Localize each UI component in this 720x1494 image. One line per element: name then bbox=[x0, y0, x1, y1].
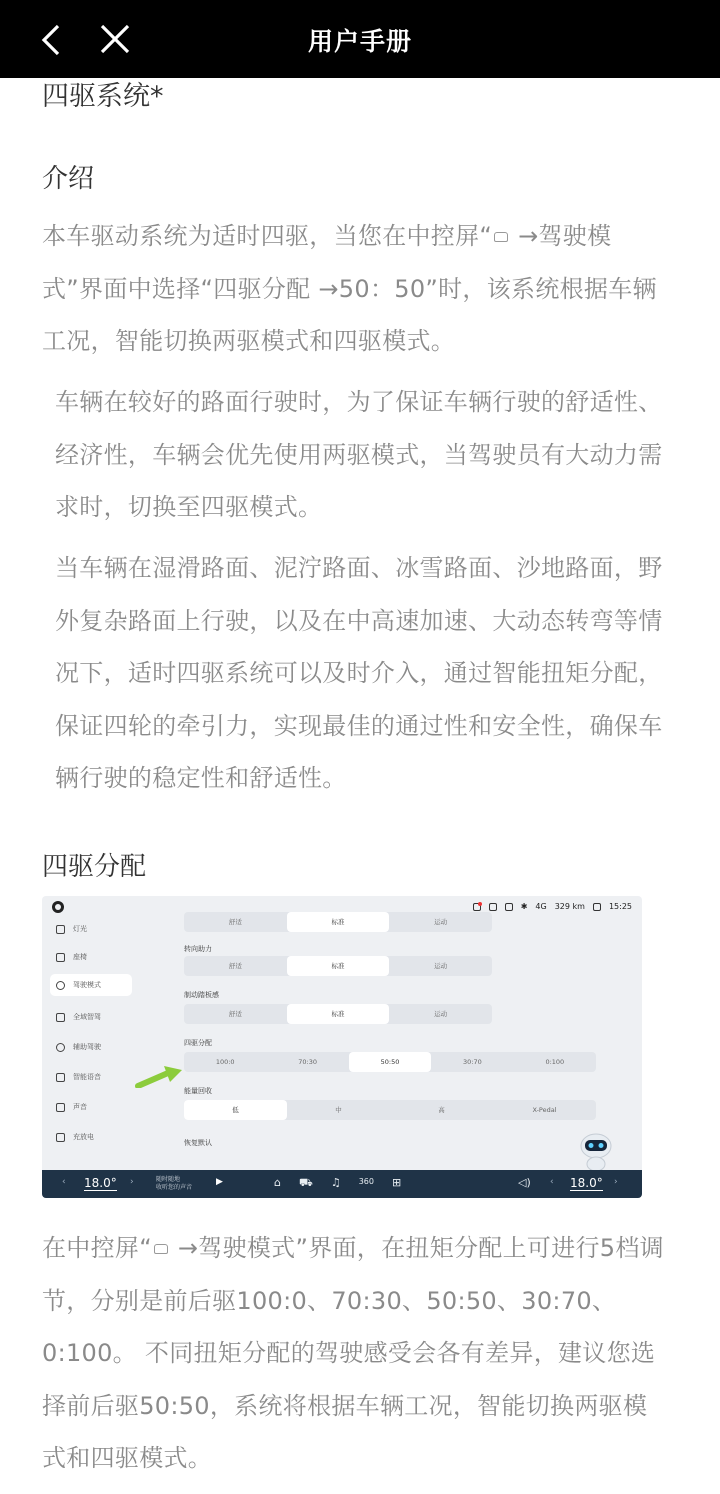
brand-logo bbox=[52, 901, 64, 913]
drive-mode-icon bbox=[56, 981, 65, 990]
smart-drive-icon bbox=[56, 1013, 65, 1022]
car-icon bbox=[154, 1244, 168, 1254]
signal-text: 4G bbox=[535, 902, 547, 911]
two-wheel-paragraph bbox=[55, 376, 685, 534]
left-chevron-icon[interactable]: ‹ bbox=[62, 1177, 66, 1187]
regen-segment[interactable] bbox=[184, 1100, 596, 1120]
segment-option[interactable]: 运动 bbox=[434, 918, 448, 926]
media-subtitle: 收听您的声音 bbox=[156, 1184, 193, 1191]
top-mode-segment[interactable] bbox=[184, 912, 492, 932]
restore-default-button[interactable]: 恢复默认 bbox=[184, 1139, 212, 1147]
sidebar-item-sound[interactable] bbox=[50, 1096, 132, 1118]
para-line: 当车辆在湿滑路面、泥泞路面、冰雪路面、沙地路面，野 bbox=[55, 554, 663, 582]
segment-option[interactable]: 中 bbox=[335, 1106, 342, 1114]
media-title: 随时随地 bbox=[156, 1176, 181, 1183]
para-line: 在中控屏“ bbox=[42, 1234, 152, 1262]
center-screen-screenshot bbox=[42, 896, 642, 1198]
segment-option[interactable]: 标准 bbox=[287, 1004, 390, 1024]
camera-icon bbox=[505, 903, 513, 911]
time-text: 15:25 bbox=[608, 902, 632, 911]
para-line: →驾驶模式”界面，在扭矩分配上可进行5档调 bbox=[169, 1234, 664, 1262]
sidebar-label: 充放电 bbox=[73, 1133, 94, 1141]
sidebar-label: 全域智驾 bbox=[73, 1013, 101, 1021]
para-line: 求时，切换至四驱模式。 bbox=[55, 493, 323, 521]
intro-line: →驾驶模 bbox=[510, 222, 612, 250]
sidebar-label: 座椅 bbox=[73, 953, 87, 961]
segment-option[interactable]: 100:0 bbox=[215, 1058, 235, 1066]
status-icons bbox=[473, 902, 632, 911]
segment-option[interactable]: 低 bbox=[184, 1100, 287, 1120]
sidebar-item-lights[interactable] bbox=[50, 918, 132, 940]
sidebar-item-seat[interactable] bbox=[50, 946, 132, 968]
intro-line: 工况，智能切换两驱模式和四驱模式。 bbox=[42, 327, 456, 355]
segment-option[interactable]: 舒适 bbox=[228, 962, 242, 970]
driver-temp[interactable]: 18.0° bbox=[84, 1176, 117, 1190]
segment-option[interactable]: X-Pedal bbox=[532, 1106, 557, 1114]
four-wheel-paragraph bbox=[55, 542, 685, 805]
home-icon[interactable]: ⌂ bbox=[274, 1176, 281, 1189]
music-icon[interactable]: ♫ bbox=[330, 1176, 341, 1189]
segment-option[interactable]: 运动 bbox=[434, 1010, 448, 1018]
left-chevron-icon[interactable]: ‹ bbox=[550, 1177, 554, 1187]
segment-option[interactable]: 50:50 bbox=[349, 1052, 431, 1072]
steering-label: 转向助力 bbox=[184, 945, 212, 953]
charge-icon bbox=[56, 1133, 65, 1142]
dock-icons bbox=[274, 1176, 401, 1191]
passenger-temp[interactable]: 18.0° bbox=[570, 1176, 603, 1190]
para-line: 保证四轮的牵引力，实现最佳的通过性和安全性，确保车 bbox=[55, 711, 663, 740]
sidebar-label: 智能语音 bbox=[73, 1073, 101, 1081]
mic-icon bbox=[56, 1073, 65, 1082]
segment-option[interactable]: 高 bbox=[438, 1106, 445, 1114]
top-bar bbox=[0, 0, 720, 78]
speaker-icon bbox=[56, 1103, 65, 1112]
volume-icon[interactable]: ◁) bbox=[518, 1176, 531, 1189]
regen-label: 能量回收 bbox=[184, 1087, 212, 1095]
para-line: 辆行驶的稳定性和舒适性。 bbox=[55, 764, 347, 792]
para-line: 0:100。 不同扭矩分配的驾驶感受会各有差异，建议您选 bbox=[42, 1339, 656, 1367]
bottom-dock bbox=[42, 1170, 642, 1198]
settings-sidebar bbox=[42, 918, 142, 1170]
sidebar-label: 驾驶模式 bbox=[73, 981, 101, 989]
assist-icon bbox=[56, 1043, 65, 1052]
segment-option[interactable]: 舒适 bbox=[228, 1010, 242, 1018]
para-line: 外复杂路面上行驶，以及在中高速加速、大动态转弯等情 bbox=[55, 606, 663, 635]
sidebar-label: 声音 bbox=[73, 1103, 87, 1111]
sidebar-item-assist[interactable] bbox=[50, 1036, 132, 1058]
sidebar-label: 辅助驾驶 bbox=[73, 1043, 101, 1051]
seat-icon bbox=[56, 953, 65, 962]
page-title: 用户手册 bbox=[307, 27, 412, 56]
drive-mode-panel bbox=[172, 918, 602, 1170]
para-line: 经济性，车辆会优先使用两驱模式，当驾驶员有大动力需 bbox=[55, 440, 663, 469]
intro-paragraph bbox=[42, 210, 682, 368]
car-icon[interactable]: ⛟ bbox=[298, 1176, 313, 1189]
section-title-intro: 介绍 bbox=[42, 164, 95, 194]
awd-label: 四驱分配 bbox=[184, 1039, 212, 1047]
light-icon bbox=[56, 925, 65, 934]
segment-option[interactable]: 舒适 bbox=[228, 918, 242, 926]
para-line: 择前后驱50:50，系统将根据车辆工况，智能切换两驱模 bbox=[42, 1391, 648, 1420]
sidebar-item-smart-drive[interactable] bbox=[50, 1006, 132, 1028]
awd-segment[interactable] bbox=[184, 1052, 596, 1072]
right-chevron-icon[interactable]: › bbox=[614, 1177, 618, 1187]
intro-line: 式”界面中选择“四驱分配 →50：50”时，该系统根据车辆 bbox=[42, 274, 657, 303]
sidebar-label: 灯光 bbox=[73, 925, 87, 933]
sidebar-item-charge[interactable] bbox=[50, 1126, 132, 1148]
brake-segment[interactable] bbox=[184, 1004, 492, 1024]
robot-assistant-icon bbox=[574, 1128, 618, 1172]
notification-icon bbox=[473, 903, 481, 911]
segment-option[interactable]: 标准 bbox=[287, 956, 390, 976]
para-line: 节，分别是前后驱100:0、70:30、50:50、30:70、 bbox=[42, 1286, 617, 1315]
camera-360-icon[interactable]: 360 bbox=[358, 1177, 374, 1186]
segment-option[interactable]: 标准 bbox=[287, 912, 390, 932]
sidebar-item-voice[interactable] bbox=[50, 1066, 132, 1088]
para-line: 式和四驱模式。 bbox=[42, 1444, 213, 1472]
brake-label: 制动踏板感 bbox=[184, 991, 219, 999]
media-info[interactable] bbox=[156, 1176, 192, 1192]
range-text: 329 km bbox=[554, 902, 585, 911]
car-icon bbox=[494, 232, 508, 242]
segment-option[interactable]: 运动 bbox=[434, 962, 448, 970]
tpms-icon bbox=[489, 903, 497, 911]
battery-icon bbox=[593, 903, 601, 911]
green-arrow-icon bbox=[134, 1066, 184, 1088]
apps-icon[interactable]: ⊞ bbox=[391, 1176, 402, 1189]
para-line: 况下，适时四驱系统可以及时介入，通过智能扭矩分配， bbox=[55, 659, 663, 687]
right-chevron-icon[interactable]: › bbox=[130, 1177, 134, 1187]
para-line: 车辆在较好的路面行驶时，为了保证车辆行驶的舒适性、 bbox=[55, 388, 663, 416]
steering-segment[interactable] bbox=[184, 956, 492, 976]
play-icon[interactable]: ▶ bbox=[216, 1177, 223, 1187]
segment-option[interactable]: 30:70 bbox=[463, 1058, 482, 1066]
torque-paragraph bbox=[42, 1222, 682, 1485]
segment-option[interactable]: 0:100 bbox=[545, 1058, 565, 1066]
article-heading: 四驱系统* bbox=[42, 81, 164, 112]
bluetooth-icon: ✱ bbox=[520, 902, 528, 911]
intro-line: 本车驱动系统为适时四驱，当您在中控屏“ bbox=[42, 222, 493, 250]
segment-option[interactable]: 70:30 bbox=[298, 1058, 317, 1066]
sidebar-item-drive-mode[interactable] bbox=[50, 974, 132, 996]
section-title-awd: 四驱分配 bbox=[42, 852, 147, 882]
